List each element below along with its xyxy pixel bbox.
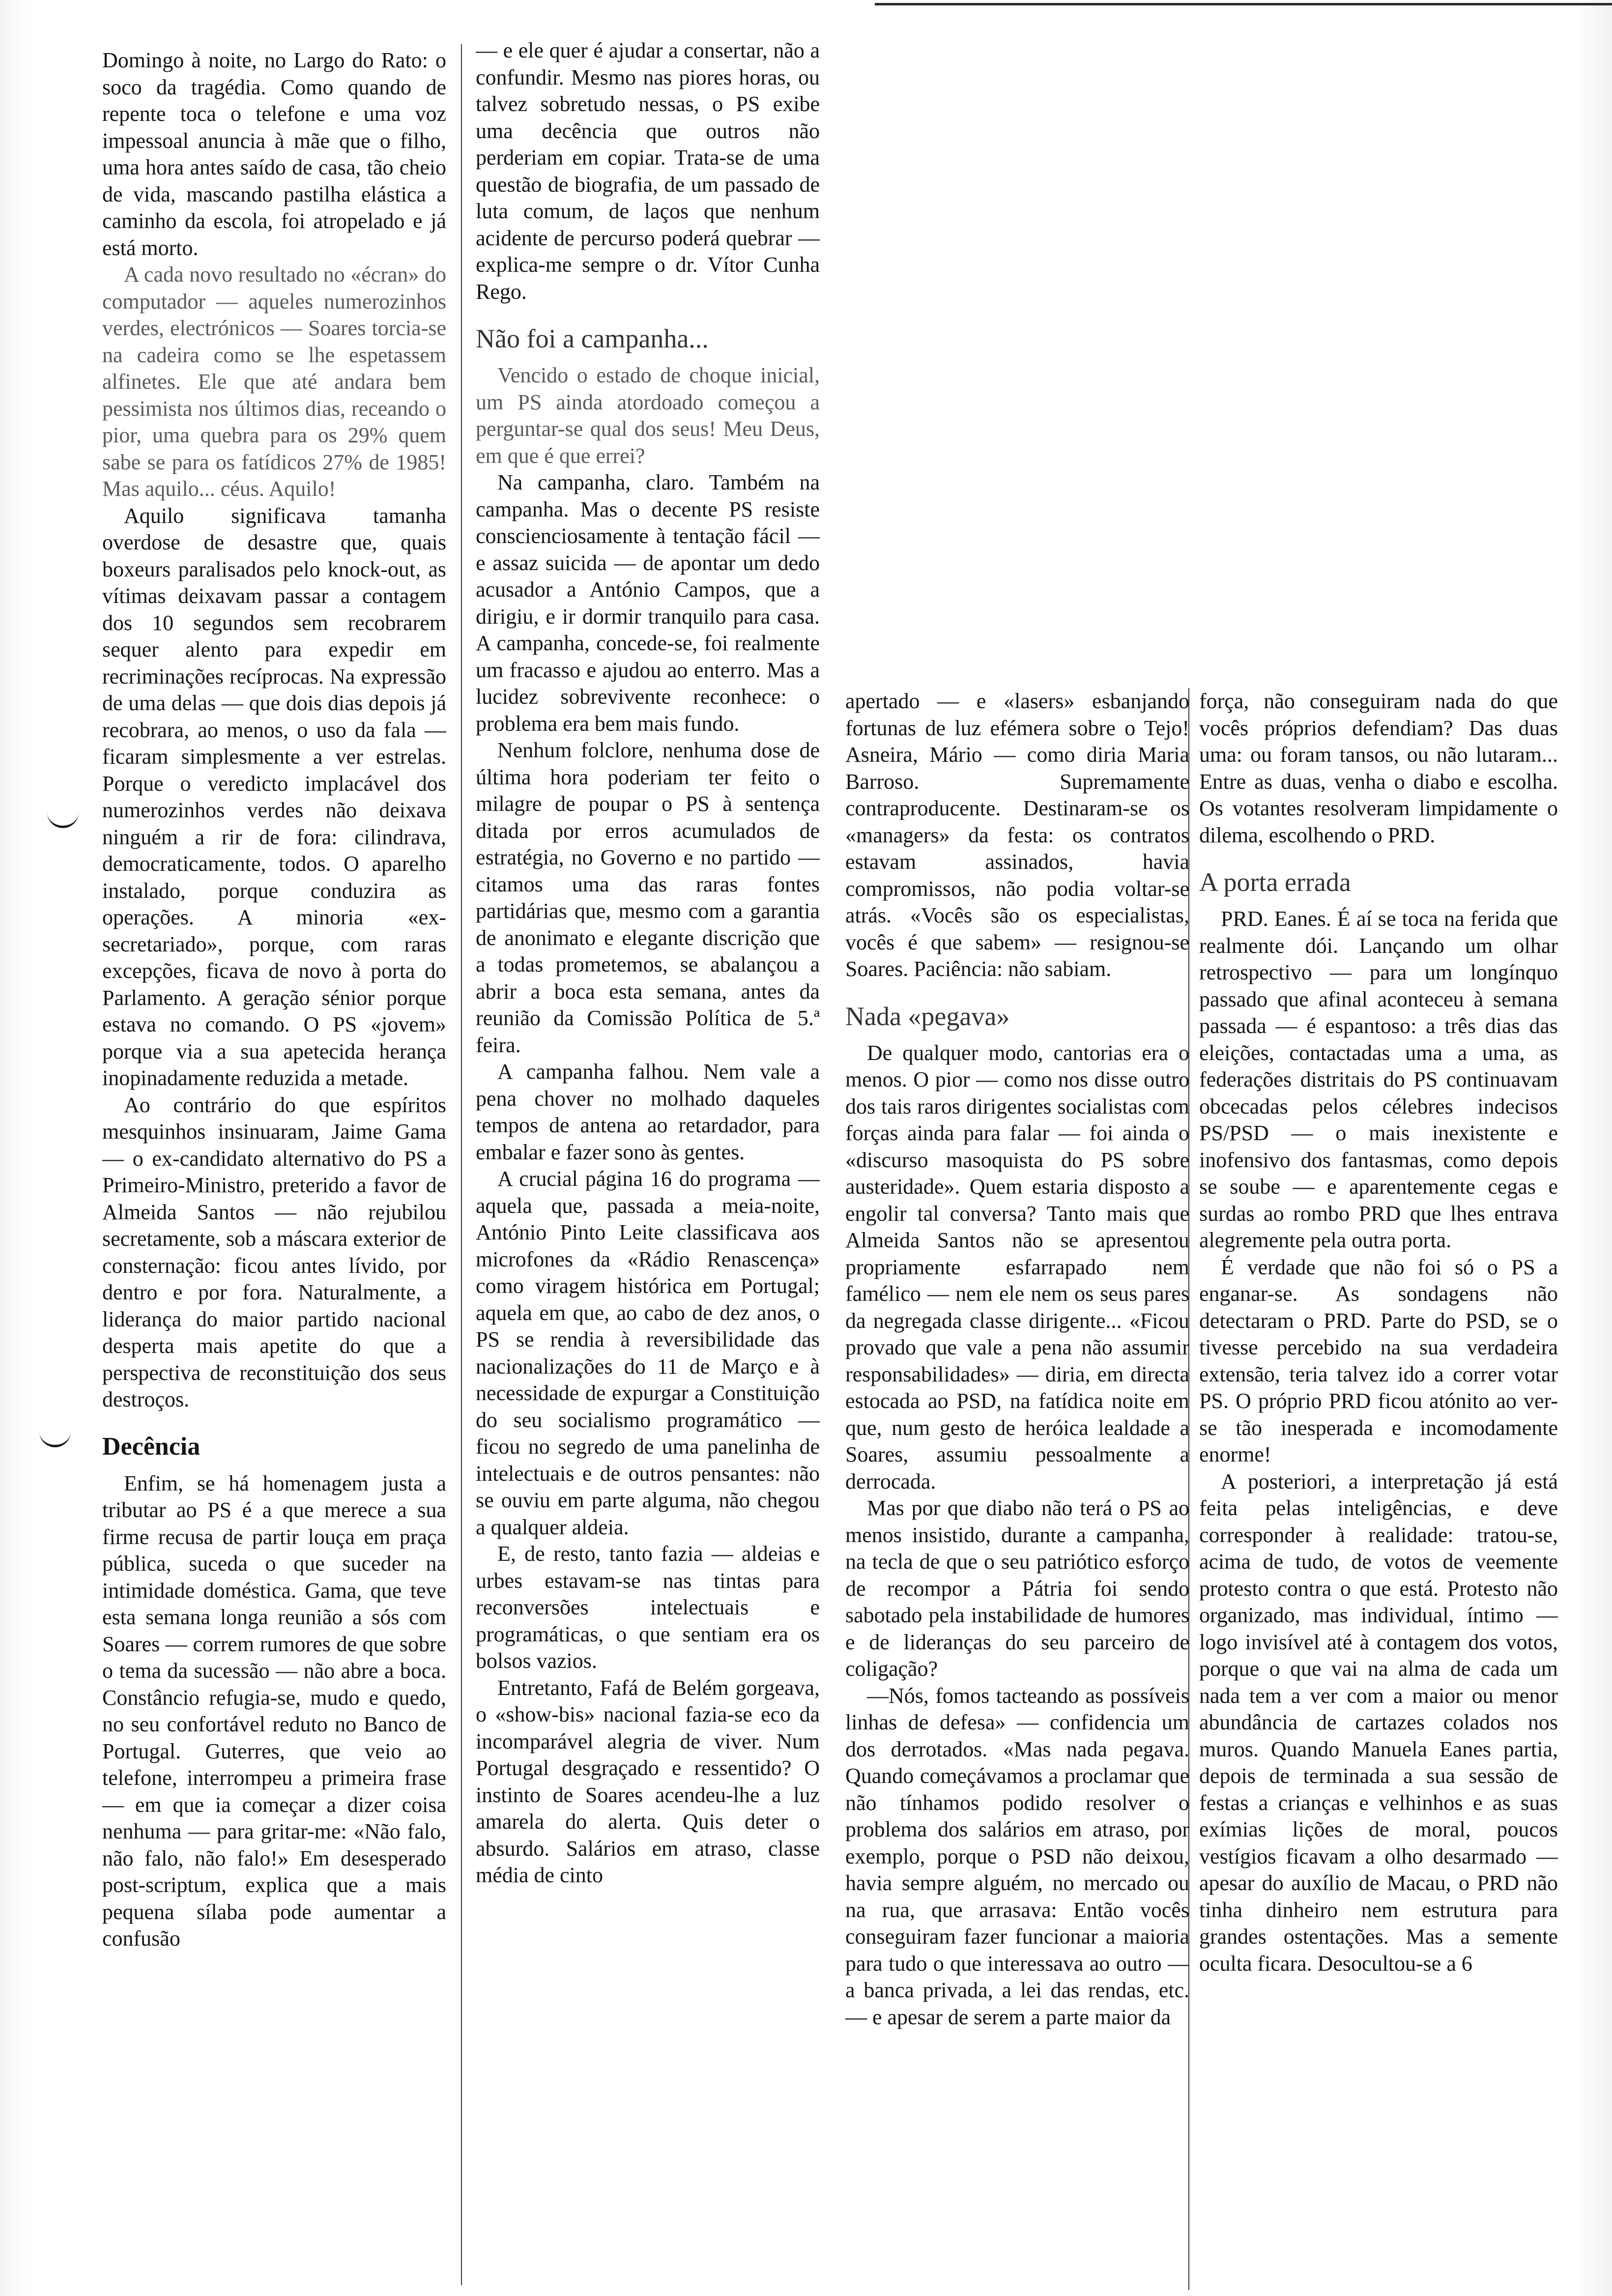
article-paragraph: — e ele quer é ajudar a consertar, não a confundir. Mesmo nas piores horas, ou talvez sobretudo nessas, o PS exibe uma decência que outros não perderiam em copiar. Trata-se de uma questão de biografia, de um passado de luta comum, de laços que nenhum acidente de percurso poderá quebrar — explica-me sempre o dr. Vítor Cunha Rego. xyxy=(476,38,820,304)
article-paragraph: A posteriori, a interpretação já está feita pelas inteligências, e deve corresponder à realidade: tratou-se, acima de tudo, de votos de veemente protesto contra o que está. Protesto não organizado, mas individual, íntimo — logo invisível até à contagem dos votos, porque o que vai na alma de cada um nada tem a ver com a maior ou menor abundância de cartazes colados nos muros. Quando Manuela Eanes partia, depois de terminada a sua sessão de festas a crianças e velhinhos e as suas exímias lições de moral, poucos vestígios ficavam a olho desarmado — apesar do auxílio de Macau, o PRD não tinha dinheiro nem estrutura para grandes ostentações. Mas a semente oculta ficara. Desocultou-se a 6 xyxy=(1199,1469,1558,1976)
section-heading: Não foi a campanha... xyxy=(476,324,709,353)
article-column-4 xyxy=(1199,688,1558,2296)
article-paragraph: A cada novo resultado no «écran» do computador — aqueles numerozinhos verdes, electrónicos — Soares torcia-se na cadeira como se lhe espetassem alfinetes. Ele que até andara bem pessimista nos últimos dias, receando o pior, uma quebra para os 29% quem sabe se para os fatídicos 27% de 1985! Mas aquilo... céus. Aquilo! xyxy=(102,262,446,501)
article-paragraph: Ao contrário do que espíritos mesquinhos insinuaram, Jaime Gama — o ex-candidato alternativo do PS a Primeiro-Ministro, preterido a favor de Almeida Santos — não rejubilou secretamente, sob a máscara exterior de consternação: ficou antes lívido, por dentro e por fora. Naturalmente, a liderança do maior partido nacional desperta mais apetite do que a perspectiva de reconstituição dos seus destroços. xyxy=(102,1092,446,1411)
article-paragraph: A crucial página 16 do programa — aquela que, passada a meia-noite, António Pinto Leite classificava aos microfones da «Rádio Renascença» como viragem histórica em Portugal; aquela em que, ao cabo de dez anos, o PS se rendia à reversibilidade das nacionalizações do 11 de Março e à necessidade de expurgar a Constituição do seu socialismo programático — ficou no segredo de uma panelinha de intelectuais e de outros pensantes: não se ouviu em parte alguma, não chegou a qualquer aldeia. xyxy=(476,1167,820,1539)
article-column-1 xyxy=(102,47,446,2296)
header-rule xyxy=(875,3,1612,5)
article-paragraph: É verdade que não foi só o PS a enganar-se. As sondagens não detectaram o PRD. Parte do PSD, se o tivesse percebido na sua verdadeira extensão, teria talvez ido a correr votar PS. O próprio PRD ficou atónito ao ver-se tão inesperada e incomodamente enorme! xyxy=(1199,1255,1558,1466)
article-paragraph: Vencido o estado de choque inicial, um PS ainda atordoado começou a perguntar-se qual dos seus! Meu Deus, em que é que errei? xyxy=(476,363,820,468)
article-paragraph: Domingo à noite, no Largo do Rato: o soco da tragédia. Como quando de repente toca o telefone e uma voz impessoal anuncia à mãe que o filho, uma hora antes saído de casa, tão cheio de vida, mascando pastilha elástica a caminho da escola, foi atropelado e já está morto. xyxy=(102,48,446,260)
section-heading: Nada «pegava» xyxy=(845,1001,1010,1031)
article-paragraph: Entretanto, Fafá de Belém gorgeava, o «show-bis» nacional fazia-se eco da incomparável alegria de viver. Num Portugal desgraçado e ressentido? O instinto de Soares acendeu-lhe a luz amarela do alerta. Quis deter o absurdo. Salários em atraso, classe média de cinto xyxy=(476,1675,820,1887)
binder-hole-mark xyxy=(47,806,79,828)
article-paragraph: Mas por que diabo não terá o PS ao menos insistido, durante a campanha, na tecla de que o seu patriótico esforço de recompor a Pátria foi sendo sabotado pela instabilidade de humores e de lideranças do seu parceiro de coligação? xyxy=(845,1496,1189,1681)
article-paragraph: —Nós, fomos tacteando as possíveis linhas de defesa» — confidencia um dos derrotados. «Mas nada pegava. Quando começávamos a proclamar que não tínhamos podido resolver o problema dos salários em atraso, por exemplo, porque o PSD não deixou, havia sempre alguém, no mercado ou na rua, que arrasava: Então vocês conseguiram fazer funcionar a maioria para tudo o que interessava ao outro — a banca privada, a lei das rendas, etc. — e apesar de serem a parte maior da xyxy=(845,1683,1189,2029)
article-column-2 xyxy=(476,37,820,2296)
article-paragraph: Na campanha, claro. Também na campanha. Mas o decente PS resiste conscienciosamente à tentação fácil — e assaz suicida — de apontar um dedo acusador a António Campos, que a dirigiu, e ir dormir tranquilo para casa. A campanha, concede-se, foi realmente um fracasso e ajudou ao enterro. Mas a lucidez sobrevivente reconhece: o problema era bem mais fundo. xyxy=(476,470,820,736)
article-paragraph: A campanha falhou. Nem vale a pena chover no molhado daqueles tempos de antena ao retardador, para embalar e fazer sono às gentes. xyxy=(476,1060,820,1164)
section-heading: A porta errada xyxy=(1199,867,1351,897)
section-heading: Decência xyxy=(102,1432,201,1461)
article-column-3 xyxy=(845,688,1189,2296)
article-paragraph: PRD. Eanes. É aí se toca na ferida que realmente dói. Lançando um olhar retrospectivo — para um longínquo passado que afinal aconteceu à semana passada — é espantoso: a três dias das eleições, contactadas uma a uma, as federações distritais do PS continuavam obcecadas pelos célebres indecisos PS/PSD — o mais inexistente e inofensivo dos fantasmas, como depois se soube — e aparentemente cegas e surdas ao rombo PRD que lhes entrava alegremente pela outra porta. xyxy=(1199,907,1558,1252)
article-paragraph: E, de resto, tanto fazia — aldeias e urbes estavam-se nas tintas para reconversões intelectuais e programáticas, o que sentiam era os bolsos vazios. xyxy=(476,1542,820,1673)
article-paragraph: Enfim, se há homenagem justa a tributar ao PS é a que merece a sua firme recusa de partir louça em praça pública, suceda o que suceder na intimidade doméstica. Gama, que teve esta semana longa reunião a sós com Soares — correm rumores de que sobre o tema da sucessão — não abre a boca. Constâncio refugia-se, mudo e quedo, no seu confortável reduto no Banco de Portugal. Guterres, que veio ao telefone, interrompeu a primeira frase — em que ia começar a dizer coisa nenhuma — para gritar-me: «Não falo, não falo, não falo!» Em desesperado post-scriptum, explica que a mais pequena sílaba pode aumentar a confusão xyxy=(102,1471,446,1951)
article-paragraph: Aquilo significava tamanha overdose de desastre que, quais boxeurs paralisados pelo knock-out, as vítimas deixavam passar a contagem dos 10 segundos sem recobrarem sequer alento para expedir em recriminações recíprocas. Na expressão de uma delas — que dois dias depois já recobrara, ao menos, o uso da fala — ficaram simplesmente a ver estrelas. Porque o veredicto implacável dos numerozinhos verdes não deixava ninguém a rir de fora: cilindrava, democraticamente, todos. O aparelho instalado, porque conduzira as operações. A minoria «ex-secretariado», porque, com raras excepções, ficava de novo à porta do Parlamento. A geração sénior porque estava no comando. O PS «jovem» porque via a sua apetecida herança inopinadamente reduzida a metade. xyxy=(102,503,446,1090)
article-paragraph: apertado — e «lasers» esbanjando fortunas de luz efémera sobre o Tejo! Asneira, Mário — como diria Maria Barroso. Supremamente contraproducente. Destinaram-se os «managers» da festa: os contratos estavam assinados, havia compromissos, não podia voltar-se atrás. «Vocês são os especialistas, vocês é que sabem» — resignou-se Soares. Paciência: não sabiam. xyxy=(845,689,1189,981)
binder-hole-mark xyxy=(39,1425,71,1447)
article-paragraph: força, não conseguiram nada do que vocês próprios defendiam? Das duas uma: ou foram tansos, ou não lutaram... Entre as duas, venha o diabo e escolha. Os votantes resolveram limpidamente o dilema, escolhendo o PRD. xyxy=(1199,689,1558,847)
article-paragraph: De qualquer modo, cantorias era o menos. O pior — como nos disse outro dos tais raros dirigentes socialistas com forças ainda para falar — foi ainda o «discurso masoquista do PS sobre austeridade». Quem estaria disposto a engolir tal conversa? Tanto mais que Almeida Santos não se apresentou propriamente esfarrapado nem famélico — nem ele nem os seus pares da negregada classe dirigente... «Ficou provado que vale a pena não assumir responsabilidades» — diria, em directa estocada ao PSD, na fatídica noite em que, num gesto de heróica lealdade a Soares, assumiu pessoalmente a derrocada. xyxy=(845,1040,1189,1493)
article-paragraph: Nenhum folclore, nenhuma dose de última hora poderiam ter feito o milagre de poupar o PS à sentença ditada por erros acumulados de estratégia, no Governo e no partido — citamos uma das raras fontes partidárias que, mesmo com a garantia de anonimato e elegante discrição que a todas prometemos, se abalançou a abrir a boca esta semana, antes da reunião da Comissão Política de 5.ª feira. xyxy=(476,738,820,1057)
column-rule xyxy=(461,44,462,2285)
